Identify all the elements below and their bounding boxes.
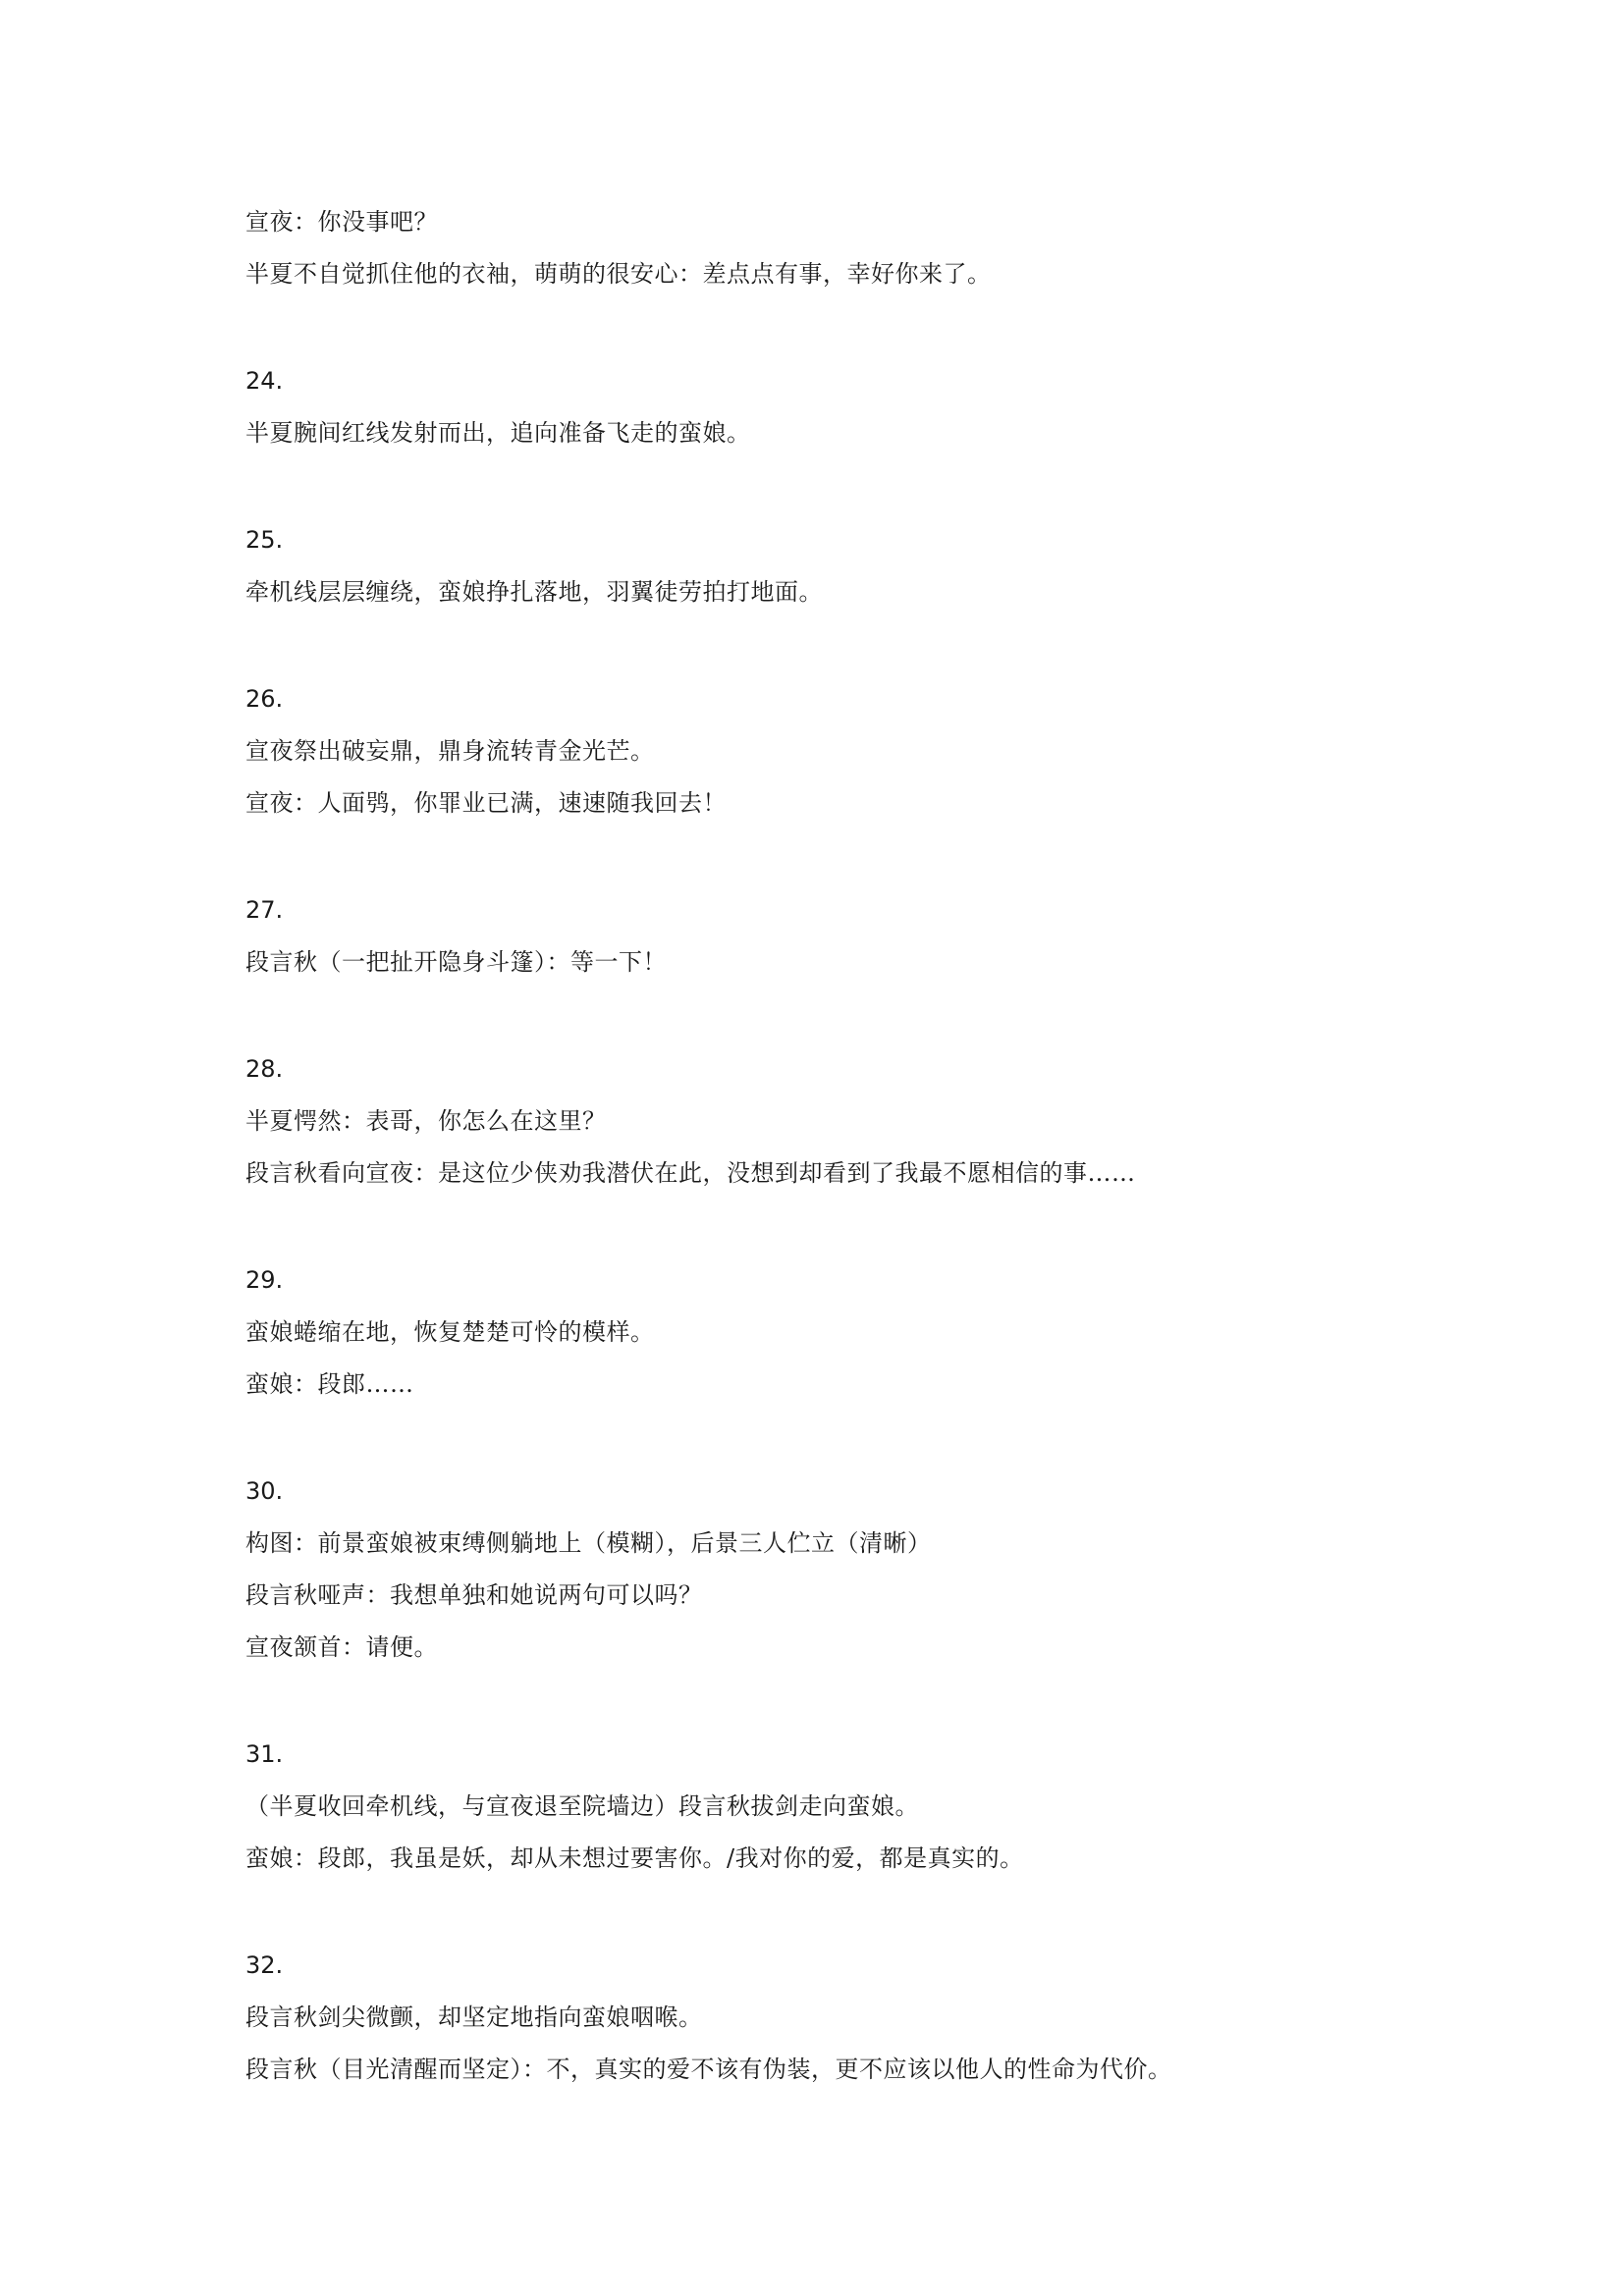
scene-31 — [245, 1729, 1424, 1885]
section-gap — [245, 829, 1424, 884]
scene-24 — [245, 355, 1424, 459]
scene-line: （半夏收回牵机线，与宣夜退至院墙边）段言秋拔剑走向蛮娘。 — [245, 1792, 919, 1820]
scene-30 — [245, 1466, 1424, 1674]
section-gap — [245, 988, 1424, 1043]
scene-line: 段言秋哑声：我想单独和她说两句可以吗？ — [245, 1581, 703, 1609]
scene-line: 宣夜：人面鸮，你罪业已满，速速随我回去！ — [245, 789, 727, 817]
section-gap — [245, 1674, 1424, 1729]
scene-number: 30. — [245, 1477, 284, 1505]
scene-line: 半夏愕然：表哥，你怎么在这里？ — [245, 1107, 607, 1135]
scene-line: 段言秋剑尖微颤，却坚定地指向蛮娘咽喉。 — [245, 2003, 703, 2031]
scene-line: 蛮娘：段郎…… — [245, 1370, 414, 1398]
scene-28 — [245, 1043, 1424, 1200]
section-gap — [245, 459, 1424, 514]
scene-line: 牵机线层层缠绕，蛮娘挣扎落地，羽翼徒劳拍打地面。 — [245, 578, 823, 606]
section-gap — [245, 1411, 1424, 1466]
scene-number: 32. — [245, 1951, 284, 1979]
scene-line: 蛮娘：段郎，我虽是妖，却从未想过要害你。/我对你的爱，都是真实的。 — [245, 1844, 1024, 1872]
scene-32 — [245, 1940, 1424, 2096]
dialogue-line: 宣夜：你没事吧？ — [245, 208, 438, 236]
scene-line: 宣夜祭出破妄鼎，鼎身流转青金光芒。 — [245, 737, 655, 765]
script-page — [245, 196, 1424, 2096]
action-line: 半夏不自觉抓住他的衣袖，萌萌的很安心：差点点有事，幸好你来了。 — [245, 260, 992, 288]
scene-number: 31. — [245, 1740, 284, 1768]
scene-number: 26. — [245, 685, 284, 713]
section-gap — [245, 300, 1424, 355]
scene-number: 27. — [245, 896, 284, 924]
scene-line: 蛮娘蜷缩在地，恢复楚楚可怜的模样。 — [245, 1318, 655, 1346]
scene-number: 28. — [245, 1055, 284, 1083]
section-gap — [245, 618, 1424, 673]
intro-block — [245, 196, 1424, 300]
scene-line: 宣夜颔首：请便。 — [245, 1633, 438, 1661]
section-gap — [245, 1885, 1424, 1940]
scene-line: 段言秋（目光清醒而坚定）：不，真实的爱不该有伪装，更不应该以他人的性命为代价。 — [245, 2056, 1172, 2083]
scene-number: 29. — [245, 1266, 284, 1294]
scene-27 — [245, 884, 1424, 988]
scene-25 — [245, 514, 1424, 618]
scene-29 — [245, 1255, 1424, 1411]
scene-26 — [245, 673, 1424, 829]
section-gap — [245, 1200, 1424, 1255]
scene-number: 24. — [245, 367, 284, 395]
scene-line: 构图：前景蛮娘被束缚侧躺地上（模糊），后景三人伫立（清晰） — [245, 1529, 932, 1557]
scene-line: 段言秋看向宣夜：是这位少侠劝我潜伏在此，没想到却看到了我最不愿相信的事…… — [245, 1159, 1136, 1187]
scene-line: 段言秋（一把扯开隐身斗篷）：等一下！ — [245, 948, 667, 976]
scene-line: 半夏腕间红线发射而出，追向准备飞走的蛮娘。 — [245, 419, 751, 447]
scene-number: 25. — [245, 526, 284, 554]
